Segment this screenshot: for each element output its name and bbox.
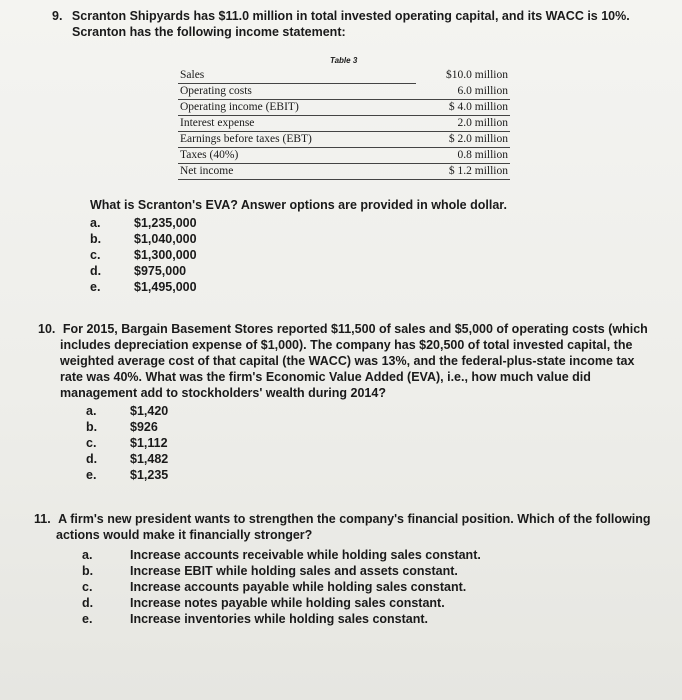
option-text: Increase inventories while holding sales constant. bbox=[130, 612, 429, 626]
income-statement-table bbox=[178, 68, 510, 180]
question-9-option-list bbox=[90, 215, 670, 295]
option-letter: a. bbox=[90, 216, 101, 230]
option-d[interactable] bbox=[86, 451, 668, 467]
question-11-option-list bbox=[82, 547, 674, 627]
table-row bbox=[178, 132, 510, 148]
option-text: $926 bbox=[130, 420, 158, 434]
question-11-stem-text: A firm's new president wants to strengthen the company's financial position. Which of the following bbox=[58, 512, 651, 526]
option-a[interactable] bbox=[90, 215, 670, 231]
option-d[interactable] bbox=[90, 263, 670, 279]
option-text: $1,040,000 bbox=[134, 232, 197, 246]
question-9-prompt: What is Scranton's EVA? Answer options are provided in whole dollar. bbox=[90, 198, 507, 212]
option-text: Increase EBIT while holding sales and assets constant. bbox=[130, 564, 458, 578]
table-row bbox=[178, 68, 510, 84]
option-text: Increase accounts receivable while holding sales constant. bbox=[130, 548, 481, 562]
option-text: $1,495,000 bbox=[134, 280, 197, 294]
question-9-options bbox=[90, 197, 670, 295]
option-c[interactable] bbox=[90, 247, 670, 263]
row-value: $10.0 million bbox=[446, 69, 508, 82]
option-text: $1,112 bbox=[130, 436, 168, 450]
question-11-stem-line-2: actions would make it financially stronger? bbox=[56, 528, 313, 542]
option-letter: a. bbox=[86, 404, 97, 418]
option-e[interactable] bbox=[86, 467, 668, 483]
option-text: $1,235 bbox=[130, 468, 169, 482]
option-letter: d. bbox=[82, 596, 94, 610]
option-letter: a. bbox=[82, 548, 93, 562]
option-letter: c. bbox=[90, 248, 101, 262]
table-row bbox=[178, 148, 510, 164]
question-10 bbox=[38, 321, 668, 483]
option-letter: e. bbox=[82, 612, 93, 626]
option-letter: d. bbox=[90, 264, 102, 278]
question-9-number: 9. bbox=[52, 9, 63, 23]
row-value: $ 4.0 million bbox=[416, 100, 510, 116]
row-value: $ 2.0 million bbox=[416, 132, 510, 148]
option-a[interactable] bbox=[86, 403, 668, 419]
row-label: Operating income (EBIT) bbox=[178, 100, 416, 116]
option-letter: b. bbox=[90, 232, 102, 246]
question-9-stem bbox=[52, 8, 672, 24]
option-e[interactable] bbox=[90, 279, 670, 295]
option-b[interactable] bbox=[86, 419, 668, 435]
option-letter: c. bbox=[82, 580, 93, 594]
option-text: Increase accounts payable while holding sales constant. bbox=[130, 580, 467, 594]
table-caption: Table 3 bbox=[330, 56, 358, 65]
row-label: Operating costs bbox=[178, 84, 416, 100]
question-10-stem-line-4: rate was 40%. What was the firm's Economic Value Added (EVA), i.e., how much value did bbox=[60, 370, 591, 384]
row-label: Taxes (40%) bbox=[178, 148, 416, 164]
option-d[interactable] bbox=[82, 595, 674, 611]
option-letter: d. bbox=[86, 452, 98, 466]
option-e[interactable] bbox=[82, 611, 674, 627]
question-10-stem-line-1 bbox=[38, 321, 668, 337]
row-label: Net income bbox=[178, 164, 416, 180]
row-value: 6.0 million bbox=[416, 84, 510, 100]
question-9-stem-line-1: Scranton Shipyards has $11.0 million in total invested operating capital, and its WACC is 10%. bbox=[71, 9, 630, 23]
table-row bbox=[178, 116, 510, 132]
option-text: $1,300,000 bbox=[134, 248, 197, 262]
question-10-stem-line-3: weighted average cost of that capital (the WACC) was 13%, and the federal-plus-state income tax bbox=[60, 354, 635, 368]
option-text: $1,235,000 bbox=[134, 216, 197, 230]
option-letter: e. bbox=[86, 468, 97, 482]
question-11-stem-line-1 bbox=[34, 511, 674, 527]
question-11-number: 11. bbox=[34, 512, 51, 526]
row-value: 2.0 million bbox=[416, 116, 510, 132]
question-10-option-list bbox=[86, 403, 668, 483]
row-label: Sales bbox=[178, 68, 416, 84]
option-letter: b. bbox=[82, 564, 94, 578]
option-a[interactable] bbox=[82, 547, 674, 563]
option-letter: e. bbox=[90, 280, 101, 294]
option-text: $1,420 bbox=[130, 404, 169, 418]
option-text: $975,000 bbox=[134, 264, 187, 278]
option-letter: b. bbox=[86, 420, 98, 434]
question-10-stem-line-5: management add to stockholders' wealth during 2014? bbox=[60, 386, 386, 400]
row-value: 0.8 million bbox=[416, 148, 510, 164]
option-c[interactable] bbox=[82, 579, 674, 595]
question-9-stem-line-2: Scranton has the following income statement: bbox=[72, 25, 346, 39]
row-label: Interest expense bbox=[178, 116, 416, 132]
option-text: $1,482 bbox=[130, 452, 169, 466]
option-b[interactable] bbox=[90, 231, 670, 247]
table-row bbox=[178, 84, 510, 100]
row-label: Earnings before taxes (EBT) bbox=[178, 132, 416, 148]
option-letter: c. bbox=[86, 436, 97, 450]
table-row bbox=[178, 164, 510, 180]
question-9 bbox=[52, 8, 672, 40]
question-11 bbox=[34, 511, 674, 627]
question-10-stem-text: For 2015, Bargain Basement Stores reported $11,500 of sales and $5,000 of operating costs (which bbox=[62, 322, 648, 336]
option-text: Increase notes payable while holding sales constant. bbox=[130, 596, 445, 610]
question-10-number: 10. bbox=[38, 322, 56, 336]
option-c[interactable] bbox=[86, 435, 668, 451]
table-row bbox=[178, 100, 510, 116]
question-10-stem-line-2: includes depreciation expense of $1,000). The company has $20,500 of total invested capital, the bbox=[60, 338, 633, 352]
option-b[interactable] bbox=[82, 563, 674, 579]
row-value: $ 1.2 million bbox=[416, 164, 510, 180]
